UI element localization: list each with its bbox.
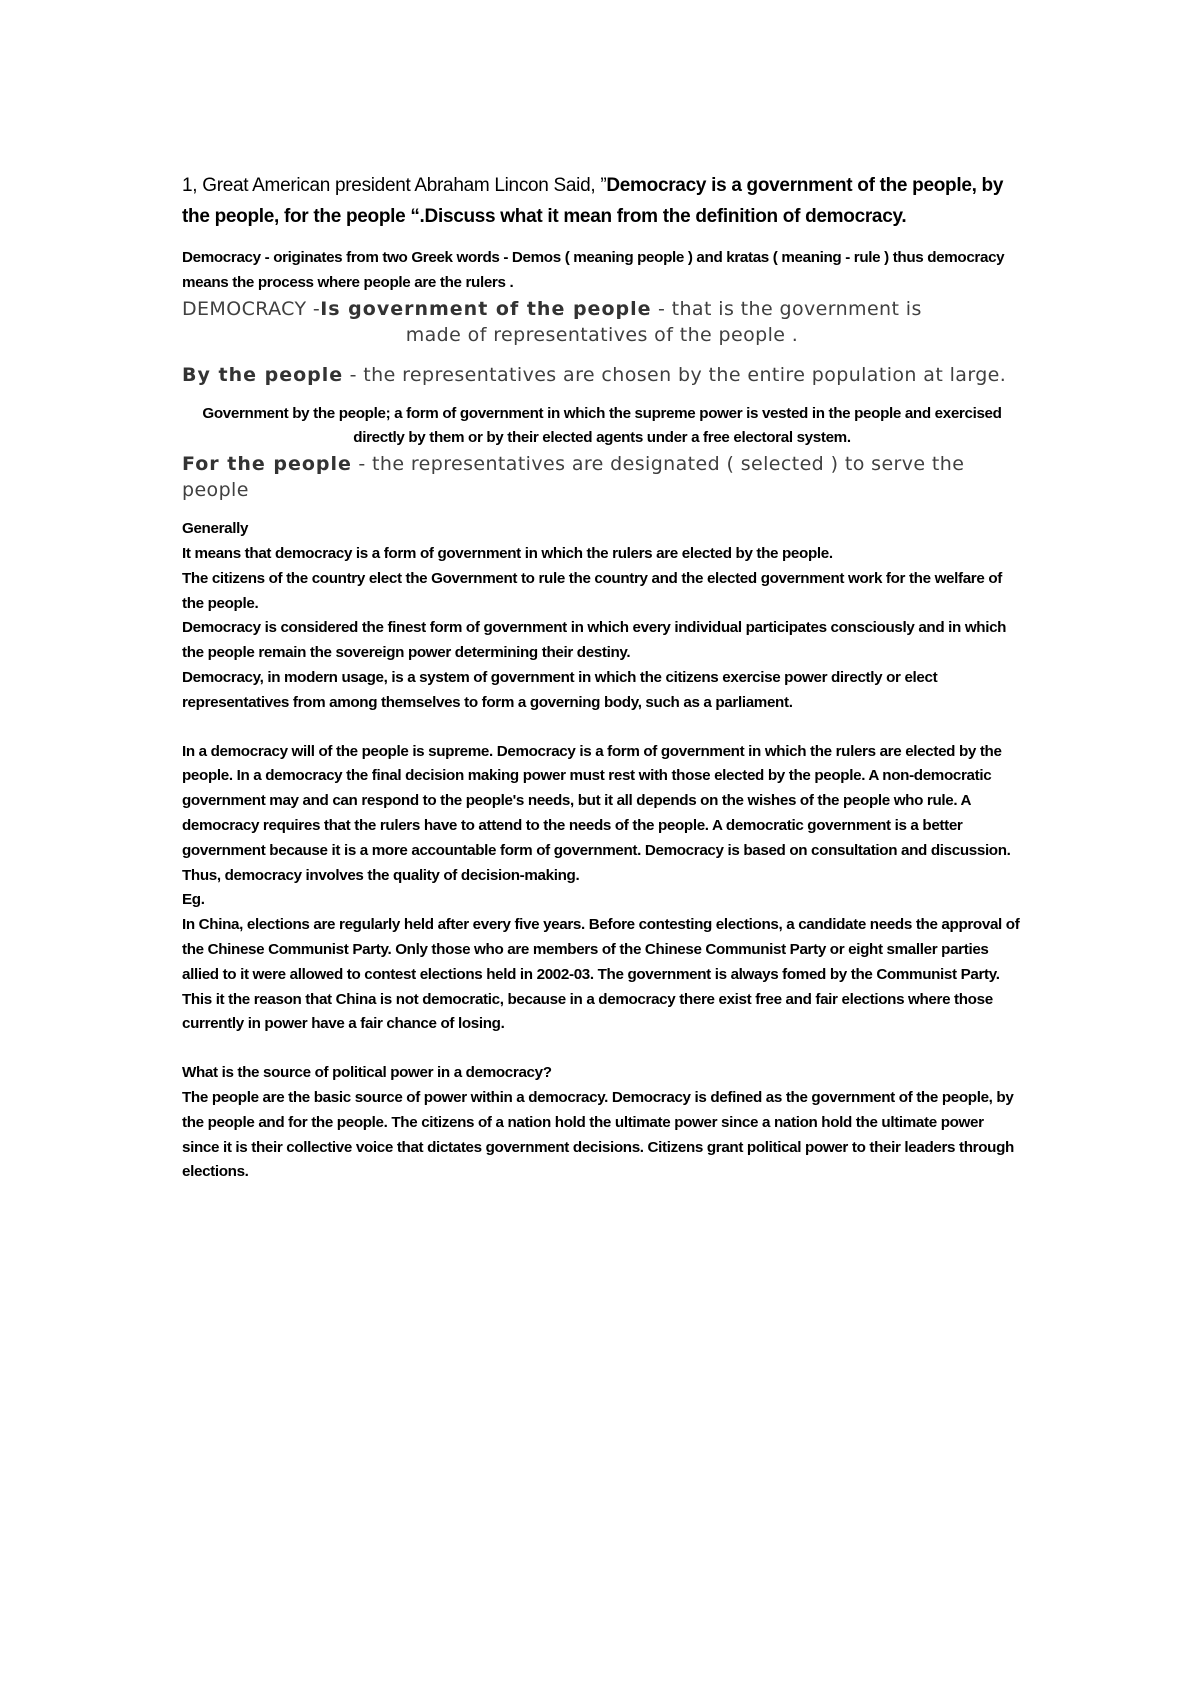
source-question: What is the source of political power in a democracy? (182, 1064, 552, 1082)
def1-rest: - that is the government is (651, 297, 922, 320)
def3-rest: - the representatives are designated ( selected ) to serve the people (182, 453, 965, 502)
definition-for-the-people (182, 451, 1022, 503)
question-title (182, 170, 1022, 232)
example-label: Eg. (182, 891, 205, 909)
question-prefix: 1, Great American president Abraham Lincon Said, ” (182, 175, 607, 196)
def3-bold: For the people (182, 453, 352, 476)
definition-by-the-people (182, 362, 1022, 388)
def1-lead: DEMOCRACY - (182, 297, 321, 320)
definition-of-the-people-line2: made of representatives of the people . (405, 323, 799, 346)
centered-definition: Government by the people; a form of government in which the supreme power is vested in the people and exercised directly by them or by their elected agents under a free electoral system. (202, 404, 1002, 447)
generally-line-3: Democracy is considered the finest form of government in which every individual participates consciously and in which the people remain the sovereign power determining their destiny. (182, 619, 1007, 662)
definition-of-the-people (182, 296, 1022, 322)
will-of-people-paragraph: In a democracy will of the people is supreme. Democracy is a form of government in which the rulers are elected by the people. In a democracy the final decision making power must rest with those elected by the people. A non-democratic government may and can respond to the people's needs, but it all depends on the wishes of the people who rule. A democracy requires that the rulers have to attend to the needs of the people. A democratic government is a better government because it is a more accountable form of government. Democracy is based on consultation and discussion. Thus, democracy involves the quality of decision-making. (182, 742, 1011, 884)
document-content (182, 170, 1022, 1185)
generally-line-2: The citizens of the country elect the Government to rule the country and the elected government work for the welfare of the people. (182, 569, 1002, 612)
generally-heading: Generally (182, 520, 249, 538)
def1-bold: Is government of the people (320, 297, 652, 320)
generally-line-1: It means that democracy is a form of government in which the rulers are elected by the people. (182, 544, 833, 562)
def2-bold: By the people (182, 363, 344, 386)
question-bold: Democracy is a government of the people, by the people, for the people “.Discuss what it mean from the definition of democracy. (182, 175, 1004, 227)
def2-rest: - the representatives are chosen by the entire population at large. (343, 363, 1007, 386)
generally-line-4: Democracy, in modern usage, is a system of government in which the citizens exercise power directly or elect representatives from among themselves to form a governing body, such as a parliament. (182, 668, 938, 711)
source-answer: The people are the basic source of power within a democracy. Democracy is defined as the government of the people, by the people and for the people. The citizens of a nation hold the ultimate power since a nation hold the ultimate power since it is their collective voice that dictates government decisions. Citizens grant political power to their leaders through elections. (182, 1088, 1014, 1181)
intro-paragraph: Democracy - originates from two Greek words - Demos ( meaning people ) and kratas ( meaning - rule ) thus democracy means the process where people are the rulers . (182, 249, 1005, 291)
example-paragraph: In China, elections are regularly held after every five years. Before contesting elections, a candidate needs the approval of the Chinese Communist Party. Only those who are members of the Chinese Communist Party or eight smaller parties allied to it were allowed to contest elections held in 2002-03. The government is always fomed by the Communist Party. This it the reason that China is not democratic, because in a democracy there exist free and fair elections where those currently in power have a fair chance of losing. (182, 916, 1020, 1033)
